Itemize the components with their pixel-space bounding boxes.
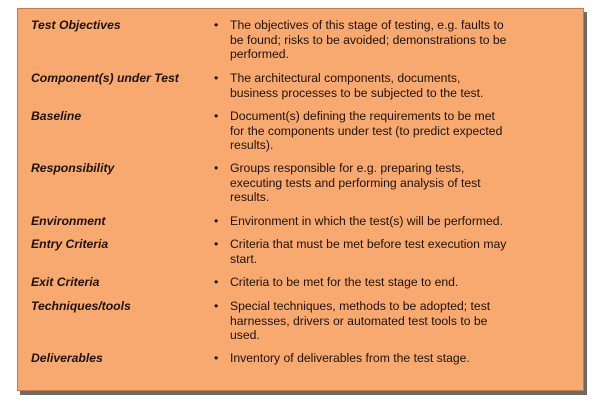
term-label: Responsibility <box>31 161 115 175</box>
term-label: Exit Criteria <box>31 275 100 289</box>
description-line: results. <box>230 190 270 205</box>
description-line: Groups responsible for e.g. preparing tests, <box>230 161 465 175</box>
term-description <box>230 161 530 205</box>
term-description <box>230 351 530 366</box>
test-stage-definition-table <box>17 8 584 391</box>
description-line: for the components under test (to predict expected <box>230 123 503 138</box>
description-line: executing tests and performing analysis of test <box>230 175 481 190</box>
description-line: Document(s) defining the requirements to be met <box>230 109 495 123</box>
term-description <box>230 299 530 343</box>
term-description <box>230 109 530 153</box>
description-line: Criteria to be met for the test stage to end. <box>230 275 459 289</box>
description-line: Inventory of deliverables from the test stage. <box>230 351 470 365</box>
description-line: results). <box>230 138 274 153</box>
bullet-icon: • <box>214 299 219 313</box>
bullet-icon: • <box>214 109 219 123</box>
bullet-icon: • <box>214 275 219 289</box>
bullet-icon: • <box>214 351 219 365</box>
description-line: business processes to be subjected to the test. <box>230 85 484 100</box>
description-line: Special techniques, methods to be adopted; test <box>230 299 491 313</box>
bullet-icon: • <box>214 18 219 32</box>
term-label: Component(s) under Test <box>31 71 179 85</box>
description-line: used. <box>230 328 260 343</box>
term-description <box>230 71 530 100</box>
description-line: The architectural components, documents, <box>230 71 461 85</box>
term-description <box>230 18 530 62</box>
term-label: Deliverables <box>31 351 103 365</box>
bullet-icon: • <box>214 71 219 85</box>
term-description <box>230 237 530 266</box>
term-label: Techniques/tools <box>31 299 131 313</box>
term-label: Test Objectives <box>31 18 121 32</box>
bullet-icon: • <box>214 214 219 228</box>
term-description <box>230 275 530 290</box>
term-label: Entry Criteria <box>31 237 109 251</box>
description-line: start. <box>230 251 258 266</box>
description-line: Environment in which the test(s) will be performed. <box>230 214 503 228</box>
term-label: Environment <box>31 214 106 228</box>
description-line: performed. <box>230 47 289 62</box>
description-line: be found; risks to be avoided; demonstrations to be <box>230 32 507 47</box>
description-line: Criteria that must be met before test execution may <box>230 237 507 251</box>
bullet-icon: • <box>214 161 219 175</box>
description-line: harnesses, drivers or automated test tools to be <box>230 313 488 328</box>
term-label: Baseline <box>31 109 82 123</box>
term-description <box>230 214 530 229</box>
description-line: The objectives of this stage of testing, e.g. faults to <box>230 18 504 32</box>
bullet-icon: • <box>214 237 219 251</box>
